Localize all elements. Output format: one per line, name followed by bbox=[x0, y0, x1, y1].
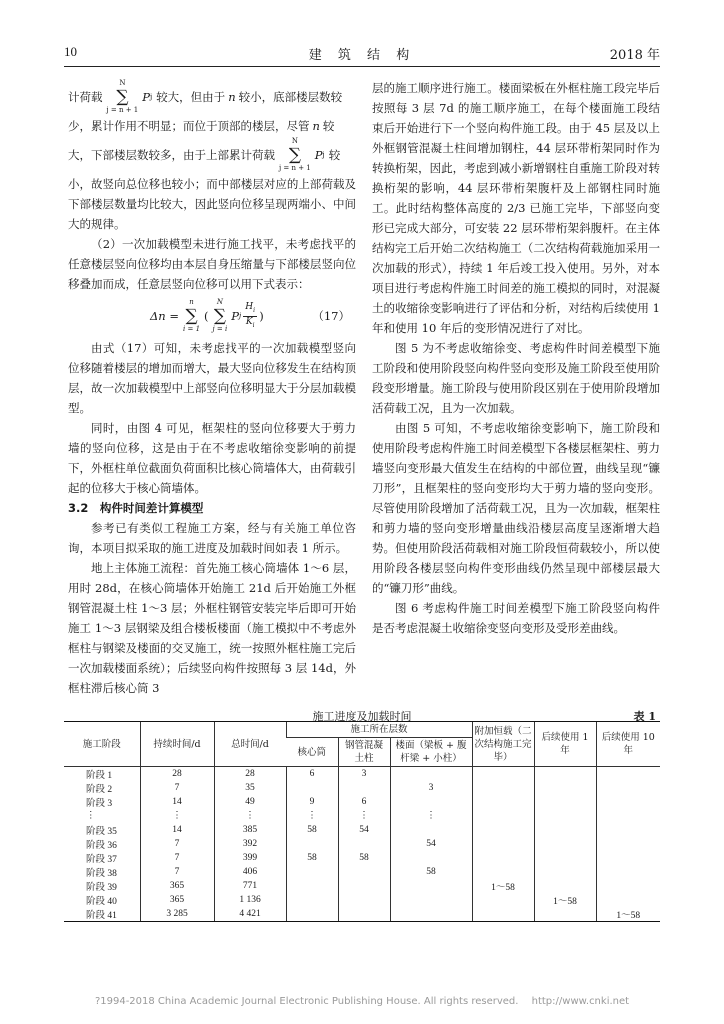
table-cell bbox=[596, 851, 660, 865]
table-cell: 7 bbox=[140, 837, 214, 851]
table-cell: 7 bbox=[140, 781, 214, 795]
table-cell: 399 bbox=[214, 851, 286, 865]
header-core: 核心筒 bbox=[286, 738, 338, 767]
table-cell: 阶段 36 bbox=[86, 840, 117, 851]
paragraph: （2）一次加载模型未进行施工找平，未考虑找平的任意楼层竖向位移均由本层自身压缩量与下部楼层竖向位移叠加而成，任意层竖向位移可以用下式表示： bbox=[68, 237, 356, 291]
table-cell: 771 bbox=[214, 879, 286, 893]
table-cell: 35 bbox=[214, 781, 286, 795]
table-cell: 3 285 bbox=[140, 907, 214, 922]
table-cell: 28 bbox=[140, 767, 214, 782]
summation-inner: N ∑ j = i bbox=[212, 298, 228, 333]
paragraph: 图 6 考虑构件施工时间差模型下施工阶段竖向构件是否考虑混凝土收缩徐变竖向变形及受形差曲线。 bbox=[372, 601, 660, 635]
table-row bbox=[64, 893, 660, 907]
table-cell bbox=[472, 795, 534, 809]
table-cell: 阶段 41 bbox=[64, 907, 140, 922]
header-duration: 持续时间/d bbox=[140, 722, 214, 767]
table-cell bbox=[534, 781, 596, 795]
summation-1: N ∑ j = n + 1 bbox=[106, 79, 139, 114]
table-cell bbox=[390, 879, 472, 893]
equation-number: （17） bbox=[312, 309, 350, 323]
table-cell bbox=[472, 781, 534, 795]
table-number: 表 1 bbox=[633, 710, 656, 723]
table-cell bbox=[472, 865, 534, 879]
table-cell bbox=[596, 837, 660, 851]
sum-line-2: 大，下部楼层数较多，由于上部累计荷载 N ∑ j = n + 1 P j 较 bbox=[68, 137, 341, 172]
table-row bbox=[64, 767, 660, 782]
table-cell bbox=[472, 851, 534, 865]
table-row bbox=[64, 809, 660, 823]
paragraph: 图 5 为不考虑收缩徐变、考虑构件时间差模型下施工阶段和使用阶段竖向构件竖向变形及施工阶段至使用阶段变形增量。施工阶段与使用阶段区别在于使用阶段增加活荷载工况，且为一次加载。 bbox=[372, 341, 660, 415]
table-cell: 3 bbox=[338, 767, 390, 782]
table-cell bbox=[286, 893, 338, 907]
table-cell: 406 bbox=[214, 865, 286, 879]
table-caption bbox=[64, 708, 660, 722]
header-after-10-years: 后续使用 10 年 bbox=[596, 722, 660, 767]
table-cell: 365 bbox=[140, 893, 214, 907]
table-cell: 阶段 39 bbox=[86, 882, 117, 893]
table-cell: 阶段 3 bbox=[86, 799, 113, 809]
table-cell: 9 bbox=[286, 795, 338, 809]
table-cell: 3 bbox=[390, 781, 472, 795]
paragraph: 同时，由图 4 可见，框架柱的竖向位移要大于剪力墙的竖向位移，这是由于在不考虑收缩徐变影响的前提下，外框柱单位截面负荷面积比核心筒墙体大，由荷载引起的位移大于核心筒墙体。 bbox=[68, 421, 356, 495]
sum-line-1: 计荷载 N ∑ j = n + 1 P j 较大，但由于 n 较小，底部楼层数较 bbox=[68, 79, 343, 114]
table-cell: 阶段 40 bbox=[86, 896, 117, 907]
table-cell: 14 bbox=[140, 795, 214, 809]
table-row bbox=[64, 879, 660, 893]
table-cell: 392 bbox=[214, 837, 286, 851]
paragraph: 参考已有类似工程施工方案，经与有关施工单位咨询，本项目拟采取的施工进度及加载时间如表 1 所示。 bbox=[68, 521, 356, 555]
table-cell bbox=[338, 907, 390, 922]
table-cell bbox=[534, 837, 596, 851]
table-cell bbox=[596, 809, 660, 823]
copyright-footer: ?1994-2018 China Academic Journal Electronic Publishing House. All rights reserved. http://www.cnki.net bbox=[94, 996, 630, 1007]
table-cell: 1～58 bbox=[472, 879, 534, 893]
table-cell: 28 bbox=[214, 767, 286, 782]
table-cell bbox=[534, 823, 596, 837]
table-cell bbox=[286, 865, 338, 879]
header-floors-group: 施工所在层数 bbox=[286, 722, 472, 738]
table-cell bbox=[472, 837, 534, 851]
table-cell: 阶段 1 bbox=[86, 771, 113, 781]
table-cell: ⋮ bbox=[214, 809, 286, 823]
table-cell bbox=[472, 809, 534, 823]
table-cell bbox=[338, 781, 390, 795]
paragraph: 小，故竖向总位移也较小；而中部楼层对应的上部荷载及下部楼层数量均比较大，因此竖向位移呈现两端小、中间大的规律。 bbox=[68, 177, 356, 231]
table-cell bbox=[390, 823, 472, 837]
header-floor-slab: 楼面（梁板 + 腹杆梁 + 小柱） bbox=[390, 738, 472, 767]
table-cell: 58 bbox=[286, 851, 338, 865]
table-row bbox=[64, 851, 660, 865]
paragraph: 地上主体施工流程：首先施工核心筒墙体 1～6 层，用时 28d，在核心筒墙体开始施工 21d 后开始施工外框钢管混凝土柱 1～3 层；外框柱钢管安装完毕后即可开始施工 1～3 层钢梁及组合楼板楼面（施工模拟中不考虑外框柱与钢梁及楼面的交叉施工，统一按照外框柱施工完后一次加载楼面系统）；后续竖向构件按照每 3 层 14d，外框柱滞后核心筒 3 bbox=[68, 561, 356, 695]
table-cell bbox=[596, 893, 660, 907]
table-cell: 阶段 38 bbox=[86, 868, 117, 879]
left-column bbox=[68, 78, 356, 698]
table-cell bbox=[534, 767, 596, 782]
table-cell: 58 bbox=[286, 823, 338, 837]
table-cell bbox=[390, 795, 472, 809]
table-cell bbox=[286, 837, 338, 851]
table-row bbox=[64, 865, 660, 879]
table-cell: 14 bbox=[140, 823, 214, 837]
table-cell: ⋮ bbox=[390, 809, 472, 823]
table-cell bbox=[472, 907, 534, 922]
journal-title: 建 筑 结 构 bbox=[308, 48, 416, 63]
header-steel-column: 钢管混凝土柱 bbox=[338, 738, 390, 767]
header-after-1-year: 后续使用 1 年 bbox=[534, 722, 596, 767]
table-cell bbox=[338, 837, 390, 851]
paragraph: 由图 5 可知，不考虑收缩徐变影响下，施工阶段和使用阶段考虑构件施工时间差模型下各楼层框架柱、剪力墙竖向变形最大值发生在结构的中部位置，曲线呈现“镰刀形”，且框架柱的竖向变形均大于剪力墙的竖向变形。尽管使用阶段增加了活荷载工况，且为一次加载，框架柱和剪力墙的竖向变形增量曲线沿楼层高度呈逐渐增大趋势。但使用阶段活荷载相对施工阶段恒荷载较小，所以使用阶段各楼层竖向构件变形曲线仍然呈现中部楼层最大的“镰刀形”曲线。 bbox=[372, 421, 660, 595]
table-cell: 阶段 35 bbox=[86, 826, 117, 837]
table-cell bbox=[534, 865, 596, 879]
summation-2: N ∑ j = n + 1 bbox=[279, 137, 311, 172]
table-cell: ⋮ bbox=[338, 809, 390, 823]
table-cell: 1～58 bbox=[534, 893, 596, 907]
table-cell bbox=[596, 865, 660, 879]
table-cell bbox=[338, 865, 390, 879]
table-cell: ⋮ bbox=[140, 809, 214, 823]
table-cell bbox=[472, 767, 534, 782]
table-row bbox=[64, 907, 660, 922]
running-header bbox=[64, 44, 660, 64]
table-cell bbox=[472, 893, 534, 907]
table-title: 施工进度及加载时间 bbox=[312, 710, 412, 723]
table-cell: 4 421 bbox=[214, 907, 286, 922]
table-cell bbox=[286, 907, 338, 922]
table-row bbox=[64, 823, 660, 837]
summation-outer: n ∑ i = 1 bbox=[183, 298, 201, 333]
table-cell bbox=[338, 893, 390, 907]
table-cell bbox=[596, 879, 660, 893]
table-cell: 58 bbox=[338, 851, 390, 865]
table-cell bbox=[390, 851, 472, 865]
table-row bbox=[64, 795, 660, 809]
table-cell: 6 bbox=[338, 795, 390, 809]
table-cell: 58 bbox=[390, 865, 472, 879]
table-cell bbox=[338, 879, 390, 893]
text-line: 少，累计作用不明显；而位于顶部的楼层，尽管 n 较 bbox=[68, 119, 335, 133]
table-cell bbox=[596, 767, 660, 782]
table-cell bbox=[390, 907, 472, 922]
table-cell bbox=[286, 781, 338, 795]
table-row bbox=[64, 781, 660, 795]
schedule-table bbox=[64, 721, 660, 922]
table-cell bbox=[534, 907, 596, 922]
table-cell: ⋮ bbox=[86, 811, 96, 822]
header-stage: 施工阶段 bbox=[64, 722, 140, 767]
table-cell: 1 136 bbox=[214, 893, 286, 907]
table-cell bbox=[534, 795, 596, 809]
table-cell: 6 bbox=[286, 767, 338, 782]
table-cell bbox=[534, 809, 596, 823]
table-cell: 49 bbox=[214, 795, 286, 809]
journal-year: 2018 年 bbox=[609, 48, 660, 63]
table-cell bbox=[390, 893, 472, 907]
header-rule bbox=[64, 66, 660, 67]
table-cell bbox=[534, 879, 596, 893]
table-cell bbox=[596, 823, 660, 837]
paragraph: 层的施工顺序进行施工。楼面梁板在外框柱施工段完毕后按照每 3 层 7d 的施工顺序施工，在每个楼面施工段结束后开始进行下一个竖向构件施工段。由于 45 层及以上外框钢管混凝土柱间增加钢柱，44 层环带桁架同时作为转换桁架，因此，考虑到减小新增钢柱自重施工阶段对转换桁架的影响，44 层环带桁架腹杆及上部钢柱同时施工。此时结构整体高度的 2/3 已施工完毕，下部竖向变形已完成大部分，可安装 22 层环带桁架斜腹杆。在主体结构完工后开始二次结构施工（二次结构荷载施加采用一次加载的形式），持续 1 年后竣工投入使用。另外，对本项目进行考虑构件施工时间差的施工模拟的同时，对混凝土的收缩徐变影响进行了评估和分析，对结构后续使用 1 年和使用 10 年后的变形情况进行了对比。 bbox=[372, 81, 660, 335]
table-cell: 阶段 37 bbox=[86, 854, 117, 865]
table-cell: 7 bbox=[140, 851, 214, 865]
right-column bbox=[372, 78, 660, 638]
table-cell bbox=[390, 767, 472, 782]
table-cell: 阶段 2 bbox=[86, 785, 113, 795]
table-cell: 54 bbox=[390, 837, 472, 851]
equation-17: Δn = n ∑ i = 1 ( N ∑ j = i P j $\frac{H_i}{K_i}$ ) （17） bbox=[150, 298, 350, 333]
table-cell: ⋮ bbox=[286, 809, 338, 823]
table-cell bbox=[596, 795, 660, 809]
fraction: $\frac{H_i}{K_i}$ bbox=[243, 302, 257, 331]
paragraph: 由式（17）可知，未考虑找平的一次加载模型竖向位移随着楼层的增加而增大，最大竖向位移发生在结构顶层，故一次加载模型中上部竖向位移明显大于分层加载模型。 bbox=[68, 341, 356, 415]
page-number: 10 bbox=[64, 44, 77, 59]
table-cell: 365 bbox=[140, 879, 214, 893]
table-cell bbox=[596, 781, 660, 795]
table-cell bbox=[534, 851, 596, 865]
table-cell: 7 bbox=[140, 865, 214, 879]
table-row bbox=[64, 837, 660, 851]
table-cell: 54 bbox=[338, 823, 390, 837]
table-cell bbox=[472, 823, 534, 837]
table-cell: 1～58 bbox=[596, 907, 660, 922]
table-cell bbox=[286, 879, 338, 893]
header-extra-load: 附加恒载（二次结构施工完毕） bbox=[472, 722, 534, 767]
section-heading: 3.2 构件时间差计算模型 bbox=[68, 501, 204, 515]
table-cell: 385 bbox=[214, 823, 286, 837]
header-total: 总时间/d bbox=[214, 722, 286, 767]
